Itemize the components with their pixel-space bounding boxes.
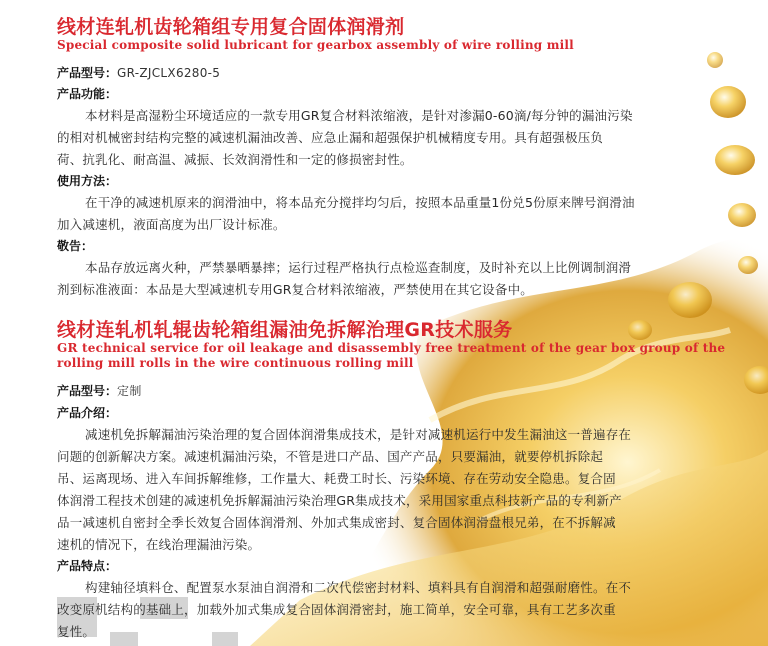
- section2-model-value: 定制: [117, 384, 142, 398]
- section2-intro-line: 体润滑工程技术创建的减速机免拆解漏油污染治理GR集成技术，采用国家重点科技新产品的专利新产: [57, 493, 622, 508]
- section1-usage-label: 使用方法：: [57, 174, 118, 188]
- section1-function-line: 荷、抗乳化、耐高温、减振、长效润滑性和一定的修损密封性。: [57, 152, 413, 167]
- section1-usage-line: 加入减速机，液面高度为出厂设计标准。: [57, 217, 286, 232]
- section2-intro-line: 速机的情况下，在线治理漏油污染。: [57, 537, 261, 552]
- section1-model-label: 产品型号：: [57, 66, 118, 80]
- section2-intro-line: 品一减速机自密封全季长效复合固体润滑剂、外加式集成密封、复合固体润滑盘根兄弟，在不拆解减: [57, 515, 616, 530]
- section2-intro-line: 吊、运离现场、进入车间拆解维修，工作量大、耗费工时长、污染环境、存在劳动安全隐患。复合固: [57, 471, 616, 486]
- section1-function-line: 本材料是高湿粉尘环境适应的一款专用GR复合材料浓缩液，是针对渗漏0-60滴/每分钟的漏油污染: [85, 108, 633, 123]
- section1-model-field: [57, 64, 220, 81]
- section2-intro-line: 问题的创新解决方案。减速机漏油污染，不管是进口产品、国产产品，只要漏油，就要停机拆除起: [57, 449, 604, 464]
- section1-title-en: Special composite solid lubricant for gearbox assembly of wire rolling mill: [57, 38, 574, 52]
- section2-model-label: 产品型号：: [57, 384, 118, 398]
- section2-title-en-line: GR technical service for oil leakage and disassembly free treatment of the gear box group of the: [57, 341, 726, 355]
- section2-features-line: 改变原机结构的基础上，加载外加式集成复合固体润滑密封，施工简单，安全可靠，具有工艺多次重: [57, 602, 616, 617]
- section1-notice-line: 剂到标准液面：本品是大型减速机专用GR复合材料浓缩液，严禁使用在其它设备中。: [57, 282, 533, 297]
- section1-model-value: GR-ZJCLX6280-5: [117, 66, 221, 80]
- gray-highlight-block: [110, 632, 138, 646]
- section2-features-line: 构建轴径填料仓、配置泵水泵油自润滑和二次代偿密封材料、填料具有自润滑和超强耐磨性。在不: [85, 580, 632, 595]
- section2-title-cn: 线材连轧机轧辊齿轮箱组漏油免拆解治理GR技术服务: [57, 319, 513, 341]
- section1-usage-line: 在干净的减速机原来的润滑油中，将本品充分搅拌均匀后，按照本品重量1份兑5份原来牌号润滑油: [85, 195, 635, 210]
- section1-notice-label: 敬告：: [57, 239, 94, 253]
- section2-title-en-line: rolling mill rolls in the wire continuous rolling mill: [57, 356, 414, 370]
- section2-model-field: [57, 382, 142, 399]
- section2-features-line: 复性。: [57, 624, 96, 639]
- gray-highlight-block: [212, 632, 238, 646]
- section1-title-cn: 线材连轧机齿轮箱组专用复合固体润滑剂: [57, 16, 405, 38]
- section2-features-label: 产品特点：: [57, 559, 118, 573]
- section2-intro-line: 减速机免拆解漏油污染治理的复合固体润滑集成技术，是针对减速机运行中发生漏油这一普遍存在: [85, 427, 632, 442]
- section1-notice-line: 本品存放远离火种，严禁暴晒暴摔；运行过程严格执行点检巡查制度，及时补充以上比例调制润滑: [85, 260, 632, 275]
- section1-function-label: 产品功能：: [57, 87, 118, 101]
- section2-intro-label: 产品介绍：: [57, 406, 118, 420]
- section1-function-line: 的相对机械密封结构完整的减速机漏油改善、应急止漏和超强保护机械精度专用。具有超强极压负: [57, 130, 604, 145]
